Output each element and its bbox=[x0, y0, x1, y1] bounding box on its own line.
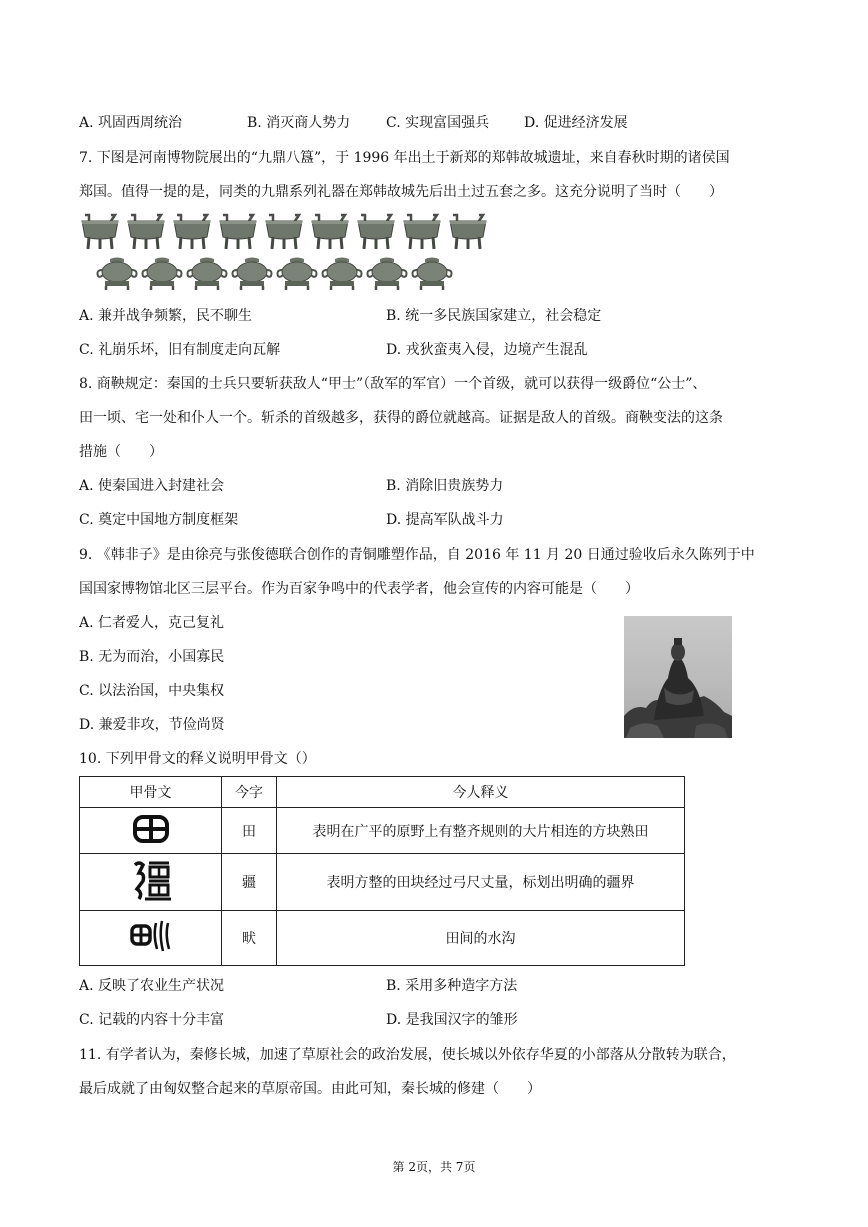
ding-vessel-image bbox=[355, 211, 397, 251]
q10-stem: 10. 下列甲骨文的释义说明甲骨文（） bbox=[79, 751, 316, 767]
q9-option-c: C. 以法治国，中央集权 bbox=[79, 683, 225, 699]
q9-option-b: B. 无为而治，小国寡民 bbox=[79, 649, 225, 665]
table-row bbox=[80, 911, 685, 966]
q8-stem-line3: 措施（ ） bbox=[79, 444, 163, 460]
q7-stem-line1: 7. 下图是河南博物院展出的“九鼎八簋”，于 1996 年出土于新郑的郑韩故城遗址，来自春秋时期的诸侯国 bbox=[79, 150, 730, 166]
gui-vessel-image bbox=[186, 256, 228, 290]
q7-option-b: B. 统一多民族国家建立，社会稳定 bbox=[386, 308, 602, 324]
gui-vessel-image bbox=[276, 256, 318, 290]
q8-stem-line2: 田一顷、宅一处和仆人一个。斩杀的首级越多，获得的爵位就越高。证据是敌人的首级。商鞅变法的这条 bbox=[79, 410, 723, 426]
gui-vessel-image bbox=[231, 256, 273, 290]
modern-char-cell: 疆 bbox=[222, 854, 277, 911]
ding-vessel-image bbox=[263, 211, 305, 251]
q6-option-c: C. 实现富国强兵 bbox=[386, 115, 490, 131]
gui-vessel-image bbox=[366, 256, 408, 290]
sculpture-figure bbox=[624, 616, 732, 738]
ding-vessel-image bbox=[401, 211, 443, 251]
ding-vessel-image bbox=[217, 211, 259, 251]
q10-option-c: C. 记载的内容十分丰富 bbox=[79, 1012, 225, 1028]
gui-vessel-image bbox=[96, 256, 138, 290]
q9-stem-line1: 9. 《韩非子》是由徐亮与张俊德联合创作的青铜雕塑作品，自 2016 年 11 月 20 日通过验收后永久陈列于中 bbox=[79, 547, 755, 563]
page-footer: 第 2页，共 7页 bbox=[392, 1160, 476, 1174]
q7-option-c: C. 礼崩乐坏，旧有制度走向瓦解 bbox=[79, 342, 281, 358]
header-modern-char: 今字 bbox=[222, 777, 277, 808]
gui-vessel-image bbox=[141, 256, 183, 290]
q6-option-d: D. 促进经济发展 bbox=[524, 115, 628, 131]
q7-option-a: A. 兼并战争频繁，民不聊生 bbox=[79, 308, 253, 324]
q8-option-b: B. 消除旧贵族势力 bbox=[386, 478, 504, 494]
q11-stem-line1: 11. 有学者认为，秦修长城，加速了草原社会的政治发展，使长城以外依存华夏的小部落从分散转为联合， bbox=[79, 1047, 736, 1063]
q9-stem-line2: 国国家博物馆北区三层平台。作为百家争鸣中的代表学者，他会宣传的内容可能是（ ） bbox=[79, 581, 639, 597]
oracle-glyph-cell bbox=[80, 808, 222, 854]
q8-option-a: A. 使秦国进入封建社会 bbox=[79, 478, 225, 494]
ding-vessel-row bbox=[79, 211, 489, 251]
table-row bbox=[80, 854, 685, 911]
q10-option-b: B. 采用多种造字方法 bbox=[386, 978, 518, 994]
modern-char-cell: 田 bbox=[222, 808, 277, 854]
q8-stem-line1: 8. 商鞅规定：秦国的士兵只要斩获敌人“甲士”（敌军的军官）一个首级，就可以获得一级爵位“公士”、 bbox=[79, 376, 707, 392]
q11-stem-line2: 最后成就了由匈奴整合起来的草原帝国。由此可知，秦长城的修建（ ） bbox=[79, 1081, 541, 1097]
meaning-cell: 表明方整的田块经过弓尺丈量，标划出明确的疆界 bbox=[277, 854, 685, 911]
meaning-cell: 表明在广平的原野上有整齐规则的大片相连的方块熟田 bbox=[277, 808, 685, 854]
ding-vessel-image bbox=[171, 211, 213, 251]
q8-option-c: C. 奠定中国地方制度框架 bbox=[79, 512, 239, 528]
oracle-bone-table bbox=[79, 776, 685, 966]
q9-option-a: A. 仁者爱人，克己复礼 bbox=[79, 615, 225, 631]
han-feizi-sculpture-image bbox=[624, 616, 732, 738]
meaning-cell: 田间的水沟 bbox=[277, 911, 685, 966]
q7-stem-line2: 郑国。值得一提的是，同类的九鼎系列礼器在郑韩故城先后出土过五套之多。这充分说明了当时（ ） bbox=[79, 184, 723, 200]
q6-option-a: A. 巩固西周统治 bbox=[79, 115, 183, 131]
ding-vessel-image bbox=[447, 211, 489, 251]
gui-vessel-image bbox=[411, 256, 453, 290]
modern-char-cell: 畎 bbox=[222, 911, 277, 966]
gui-vessel-image bbox=[321, 256, 363, 290]
q9-option-d: D. 兼爱非攻，节俭尚贤 bbox=[79, 717, 225, 733]
oracle-glyph-cell bbox=[80, 911, 222, 966]
oracle-glyph-jiang-icon bbox=[129, 859, 173, 901]
header-modern-meaning: 今人释义 bbox=[277, 777, 685, 808]
q10-option-d: D. 是我国汉字的雏形 bbox=[386, 1012, 518, 1028]
table-row bbox=[80, 808, 685, 854]
ding-vessel-image bbox=[309, 211, 351, 251]
q8-option-d: D. 提高军队战斗力 bbox=[386, 512, 504, 528]
gui-vessel-row bbox=[96, 256, 453, 290]
header-oracle-script: 甲骨文 bbox=[80, 777, 222, 808]
oracle-glyph-cell bbox=[80, 854, 222, 911]
q6-option-b: B. 消灭商人势力 bbox=[247, 115, 351, 131]
q10-option-a: A. 反映了农业生产状况 bbox=[79, 978, 225, 994]
table-header-row bbox=[80, 777, 685, 808]
oracle-glyph-quan-icon bbox=[129, 919, 173, 953]
ding-vessel-image bbox=[79, 211, 121, 251]
ding-vessel-image bbox=[125, 211, 167, 251]
q7-option-d: D. 戎狄蛮夷入侵，边境产生混乱 bbox=[386, 342, 588, 358]
oracle-glyph-tian-icon bbox=[132, 814, 170, 844]
